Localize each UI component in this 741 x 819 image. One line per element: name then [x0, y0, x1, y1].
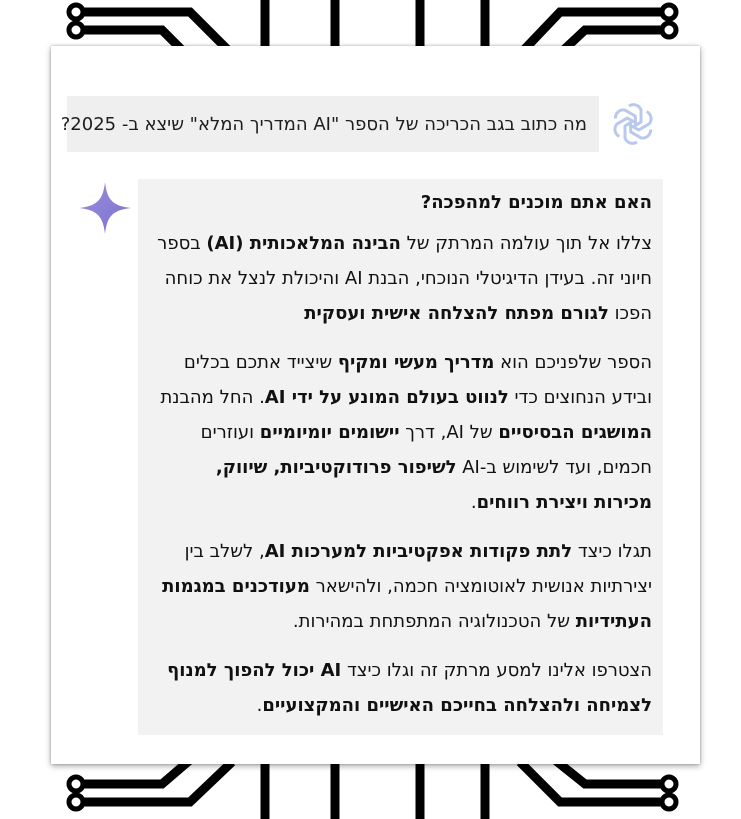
answer-paragraph-4: הצטרפו אלינו למסע מרתק זה וגלו כיצד AI יכול להפוך למנוף לצמיחה ולהצלחה בחייכם האישיים והמקצועיים. [167, 660, 652, 716]
answer-paragraph-1: צללו אל תוך עולמה המרתק של הבינה המלאכותית (AI) בספר חיוני זה. בעידן הדיגיטלי הנוכחי, הבנת AI והיכולת לנצל את כוחה הפכו לגורם מפתח להצלחה אישית ועסקית [157, 233, 652, 324]
answer-paragraph-3: תגלו כיצד לתת פקודות אפקטיביות למערכות AI, לשלב בין יצירתיות אנושית לאוטומציה חכמה, ולהישאר מעודכנים במגמות העתידיות של הטכנולוגיה המתפתחת במהירות. [162, 541, 652, 632]
answer-heading: האם אתם מוכנים למהפכה? [420, 192, 652, 213]
sparkle-icon [77, 180, 133, 236]
answer-paragraph-2: הספר שלפניכם הוא מדריך מעשי ומקיף שיצייד אתכם בכלים ובידע הנחוצים כדי לנווט בעולם המונע על ידי AI. החל מהבנת המושגים הבסיסיים של AI, דרך יישומים יומיומיים ועוזרים חכמים, ועד לשימוש ב-AI לשיפור פרודוקטיביות, שיווק, מכירות ויצירת רווחים. [160, 352, 652, 513]
user-question-bubble [60, 96, 599, 152]
openai-logo-icon [609, 100, 657, 148]
assistant-answer [138, 179, 663, 735]
chat-card [51, 46, 700, 764]
user-question-text: מה כתוב בגב הכריכה של הספר "AI המדריך המלא" שיצא ב- 2025? [60, 113, 587, 135]
